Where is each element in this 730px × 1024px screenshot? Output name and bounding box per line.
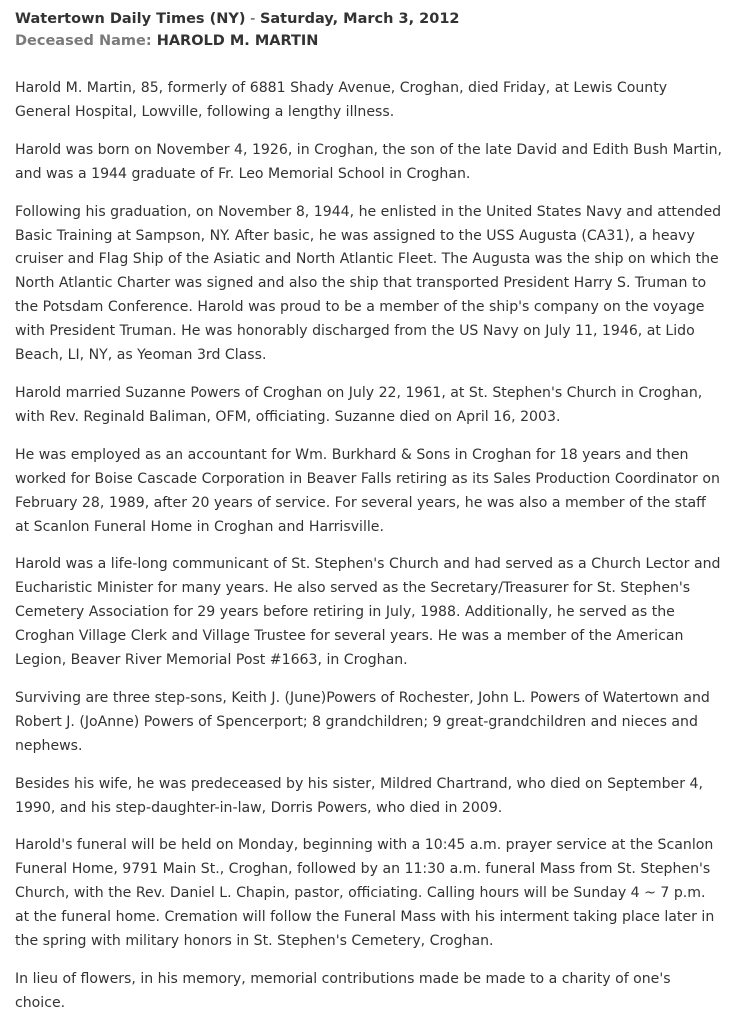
publication-name: Watertown Daily Times (NY) xyxy=(15,11,246,27)
deceased-name-line xyxy=(15,30,718,52)
paragraph-memorials: In lieu of flowers, in his memory, memorial contributions made be made to a charity of one's choice. xyxy=(15,971,671,1011)
paragraph-death-notice: Harold M. Martin, 85, formerly of 6881 Shady Avenue, Croghan, died Friday, at Lewis County General Hospital, Lowville, following a lengthy illness. xyxy=(15,80,668,120)
deceased-name-label: Deceased Name: xyxy=(15,33,152,49)
publication-date: Saturday, March 3, 2012 xyxy=(259,11,460,27)
paragraph-marriage: Harold married Suzanne Powers of Croghan on July 22, 1961, at St. Stephen's Church in Croghan, with Rev. Reginald Baliman, OFM, officiating. Suzanne died on April 16, 2003. xyxy=(15,384,703,425)
paragraph-birth: Harold was born on November 4, 1926, in Croghan, the son of the late David and Edith Bush Martin, and was a 1944 graduate of Fr. Leo Memorial School in Croghan. xyxy=(15,141,723,182)
paragraph-navy-service: Following his graduation, on November 8, 1944, he enlisted in the United States Navy and attended Basic Training at Sampson, NY. After basic, he was assigned to the USS Augusta (CA31), a heavy cruiser and Flag Ship of the Asiatic and North Atlantic Fleet. The Augusta was the ship on which the North Atlantic Charter was signed and also the ship that transported President Harry S. Truman to the Potsdam Conference. Harold was proud to be a member of the ship's company on the voyage with President Truman. He was honorably discharged from the US Navy on July 11, 1946, at Lido Beach, LI, NY, as Yeoman 3rd Class. xyxy=(15,203,722,364)
publication-header xyxy=(15,8,718,30)
paragraph-employment: He was employed as an accountant for Wm. Burkhard & Sons in Croghan for 18 years and then worked for Boise Cascade Corporation in Beaver Falls retiring as its Sales Production Coordinator on February 28, 1989, after 20 years of service. For several years, he was also a member of the staff at Scanlon Funeral Home in Croghan and Harrisville. xyxy=(15,446,720,535)
paragraph-survivors: Surviving are three step-sons, Keith J. (June)Powers of Rochester, John L. Powers of Watertown and Robert J. (JoAnne) Powers of Spencerport; 8 grandchildren; 9 great-grandchildren and nieces and nephews. xyxy=(15,689,710,754)
header-separator: - xyxy=(245,11,260,27)
paragraph-predeceased: Besides his wife, he was predeceased by his sister, Mildred Chartrand, who died on September 4, 1990, and his step-daughter-in-law, Dorris Powers, who died in 2009. xyxy=(15,775,703,816)
paragraph-community: Harold was a life-long communicant of St. Stephen's Church and had served as a Church Lector and Eucharistic Minister for many years. He also served as the Secretary/Treasurer for St. Stephen's Cemetery Association for 29 years before retiring in July, 1988. Additionally, he served as the Croghan Village Clerk and Village Trustee for several years. He was a member of the American Legion, Beaver River Memorial Post #1663, in Croghan. xyxy=(15,556,721,669)
obituary-body xyxy=(15,77,723,1016)
deceased-name: HAROLD M. MARTIN xyxy=(156,33,319,49)
paragraph-funeral: Harold's funeral will be held on Monday, beginning with a 10:45 a.m. prayer service at the Scanlon Funeral Home, 9791 Main St., Croghan, followed by an 11:30 a.m. funeral Mass from St. Stephen's Church, with the Rev. Daniel L. Chapin, pastor, officiating. Calling hours will be Sunday 4 ~ 7 p.m. at the funeral home. Cremation will follow the Funeral Mass with his interment taking place later in the spring with military honors in St. Stephen's Cemetery, Croghan. xyxy=(15,837,715,950)
